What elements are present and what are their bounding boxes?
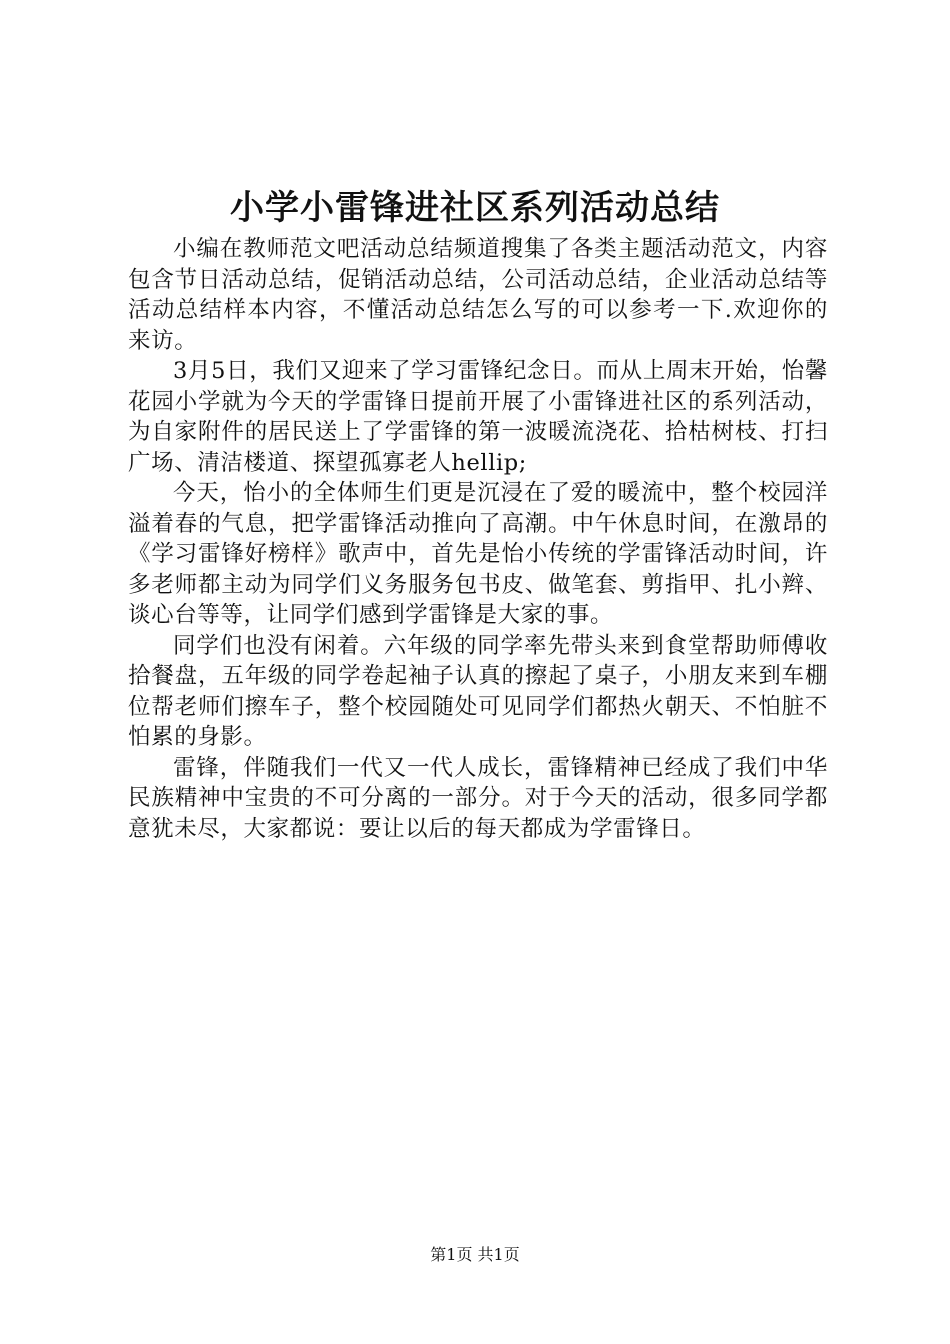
page-number-footer: 第1页 共1页	[430, 1245, 520, 1264]
paragraph-lei-feng-spirit: 雷锋，伴随我们一代又一代人成长，雷锋精神已经成了我们中华民族精神中宝贵的不可分离的一部分。对于今天的活动，很多同学都意犹未尽，大家都说：要让以后的每天都成为学雷锋日。	[128, 754, 828, 842]
document-body	[128, 234, 828, 844]
paragraph-march-5: 3月5日，我们又迎来了学习雷锋纪念日。而从上周末开始，怡馨花园小学就为今天的学雷锋日提前开展了小雷锋进社区的系列活动，为自家附件的居民送上了学雷锋的第一波暖流浇花、拾枯树枝、打扫广场、清洁楼道、探望孤寡老人hellip;	[128, 358, 828, 476]
document-title: 小学小雷锋进社区系列活动总结	[230, 188, 720, 228]
paragraph-intro: 小编在教师范文吧活动总结频道搜集了各类主题活动范文，内容包含节日活动总结，促销活动总结，公司活动总结，企业活动总结等活动总结样本内容，不懂活动总结怎么写的可以参考一下.欢迎你的来访。	[128, 236, 828, 354]
paragraph-today: 今天，怡小的全体师生们更是沉浸在了爱的暖流中，整个校园洋溢着春的气息，把学雷锋活动推向了高潮。中午休息时间，在激昂的《学习雷锋好榜样》歌声中，首先是怡小传统的学雷锋活动时间，许多老师都主动为同学们义务服务包书皮、做笔套、剪指甲、扎小辫、谈心台等等，让同学们感到学雷锋是大家的事。	[128, 480, 828, 628]
paragraph-students: 同学们也没有闲着。六年级的同学率先带头来到食堂帮助师傅收拾餐盘，五年级的同学卷起袖子认真的擦起了桌子，小朋友来到车棚位帮老师们擦车子，整个校园随处可见同学们都热火朝天、不怕脏不怕累的身影。	[128, 632, 828, 750]
